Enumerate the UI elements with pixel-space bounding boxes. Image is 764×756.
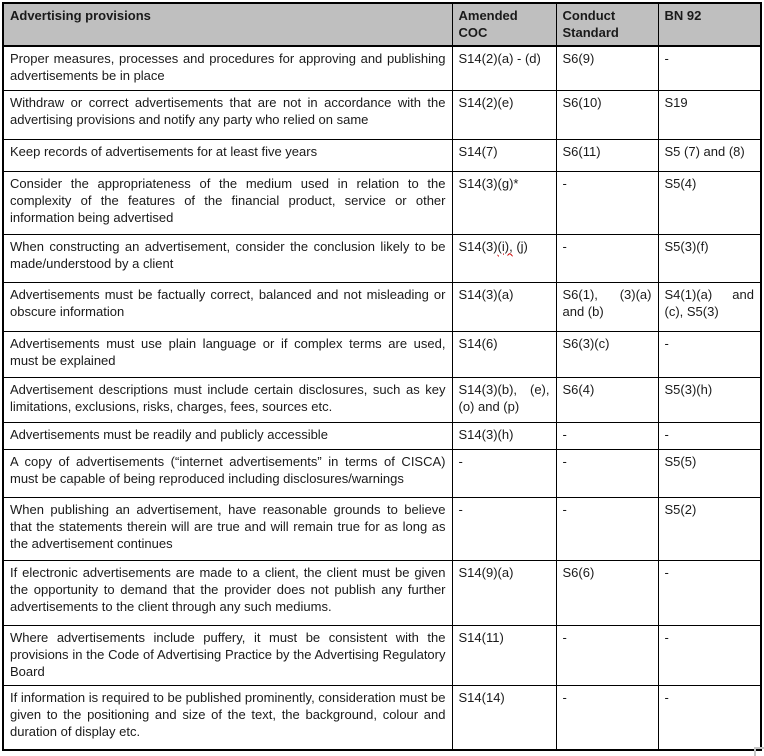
amended-coc-cell: S14(3)(h): [452, 422, 556, 449]
amended-coc-cell: S14(6): [452, 331, 556, 377]
table-row: [3, 422, 761, 449]
advertising-provisions-table: [2, 2, 762, 751]
amended-coc-cell: S14(9)(a): [452, 560, 556, 625]
amended-coc-cell: [452, 234, 556, 282]
conduct-standard-cell: S6(10): [556, 90, 658, 139]
table-row: [3, 46, 761, 90]
header-amended-coc: Amended COC: [452, 3, 556, 46]
conduct-standard-cell: -: [556, 685, 658, 750]
table-row: [3, 234, 761, 282]
ref-text: S14(3): [458, 238, 498, 254]
bn92-cell: S5(5): [658, 449, 761, 497]
amended-coc-cell: -: [452, 449, 556, 497]
bn92-cell: -: [658, 685, 761, 750]
amended-coc-cell: S14(3)(a): [452, 282, 556, 331]
provision-cell: If electronic advertisements are made to a client, the client must be given the opportunity to demand that the provider does not publish any further advertisements to the client through any such mediums.: [3, 560, 452, 625]
bn92-cell: -: [658, 331, 761, 377]
amended-coc-cell: S14(3)(b), (e), (o) and (p): [452, 377, 556, 422]
provision-cell: Withdraw or correct advertisements that are not in accordance with the advertising provisions and notify any party who relied on same: [3, 90, 452, 139]
conduct-standard-cell: S6(1), (3)(a) and (b): [556, 282, 658, 331]
table-resize-handle[interactable]: [754, 747, 764, 756]
provision-cell: Advertisement descriptions must include certain disclosures, such as key limitations, exclusions, risks, charges, fees, sources etc.: [3, 377, 452, 422]
table-row: [3, 282, 761, 331]
conduct-standard-cell: -: [556, 422, 658, 449]
amended-coc-cell: -: [452, 497, 556, 560]
amended-coc-cell: S14(3)(g)*: [452, 171, 556, 234]
provision-cell: When publishing an advertisement, have reasonable grounds to believe that the statements therein will are true and will remain true for as long as the advertisement continues: [3, 497, 452, 560]
amended-coc-cell: S14(11): [452, 625, 556, 685]
bn92-cell: -: [658, 560, 761, 625]
table-header: [3, 3, 761, 46]
table-row: [3, 625, 761, 685]
provision-cell: Keep records of advertisements for at least five years: [3, 139, 452, 171]
table-row: [3, 377, 761, 422]
provision-cell: Advertisements must be factually correct, balanced and not misleading or obscure information: [3, 282, 452, 331]
provision-cell: Proper measures, processes and procedures for approving and publishing advertisements be in place: [3, 46, 452, 90]
bn92-cell: -: [658, 422, 761, 449]
bn92-cell: S19: [658, 90, 761, 139]
table-row: [3, 560, 761, 625]
header-conduct-standard: Conduct Standard: [556, 3, 658, 46]
table-row: [3, 331, 761, 377]
header-bn-92: BN 92: [658, 3, 761, 46]
amended-coc-cell: S14(7): [452, 139, 556, 171]
bn92-cell: S5(3)(h): [658, 377, 761, 422]
amended-coc-cell: S14(14): [452, 685, 556, 750]
provision-cell: A copy of advertisements (“internet advertisements” in terms of CISCA) must be capable of being reproduced including disclosures/warnings: [3, 449, 452, 497]
spellcheck-squiggle-text: (i),: [497, 238, 513, 254]
conduct-standard-cell: -: [556, 171, 658, 234]
amended-coc-cell: S14(2)(e): [452, 90, 556, 139]
provision-cell: Advertisements must use plain language or if complex terms are used, must be explained: [3, 331, 452, 377]
amended-coc-cell: S14(2)(a) - (d): [452, 46, 556, 90]
conduct-standard-cell: -: [556, 625, 658, 685]
bn92-cell: S5(2): [658, 497, 761, 560]
table-row: [3, 449, 761, 497]
header-advertising-provisions: Advertising provisions: [3, 3, 452, 46]
conduct-standard-cell: -: [556, 497, 658, 560]
bn92-cell: S5(3)(f): [658, 234, 761, 282]
bn92-cell: -: [658, 625, 761, 685]
provision-cell: Where advertisements include puffery, it must be consistent with the provisions in the Code of Advertising Practice by the Advertising Regulatory Board: [3, 625, 452, 685]
ref-text: (j): [512, 238, 528, 254]
bn92-cell: S4(1)(a) and (c), S5(3): [658, 282, 761, 331]
conduct-standard-cell: S6(9): [556, 46, 658, 90]
conduct-standard-cell: -: [556, 234, 658, 282]
conduct-standard-cell: S6(4): [556, 377, 658, 422]
table-row: [3, 171, 761, 234]
conduct-standard-cell: S6(6): [556, 560, 658, 625]
provision-cell: When constructing an advertisement, consider the conclusion likely to be made/understood by a client: [3, 234, 452, 282]
table-row: [3, 497, 761, 560]
conduct-standard-cell: S6(11): [556, 139, 658, 171]
conduct-standard-cell: -: [556, 449, 658, 497]
bn92-cell: S5 (7) and (8): [658, 139, 761, 171]
bn92-cell: S5(4): [658, 171, 761, 234]
bn92-cell: -: [658, 46, 761, 90]
header-row: [3, 3, 761, 46]
provision-cell: Advertisements must be readily and publicly accessible: [3, 422, 452, 449]
table-body: [3, 46, 761, 750]
table-row: [3, 90, 761, 139]
provision-cell: If information is required to be published prominently, consideration must be given to the positioning and size of the text, the background, colour and duration of display etc.: [3, 685, 452, 750]
conduct-standard-cell: S6(3)(c): [556, 331, 658, 377]
table-row: [3, 685, 761, 750]
table-row: [3, 139, 761, 171]
provision-cell: Consider the appropriateness of the medium used in relation to the complexity of the features of the financial product, service or other information being advertised: [3, 171, 452, 234]
